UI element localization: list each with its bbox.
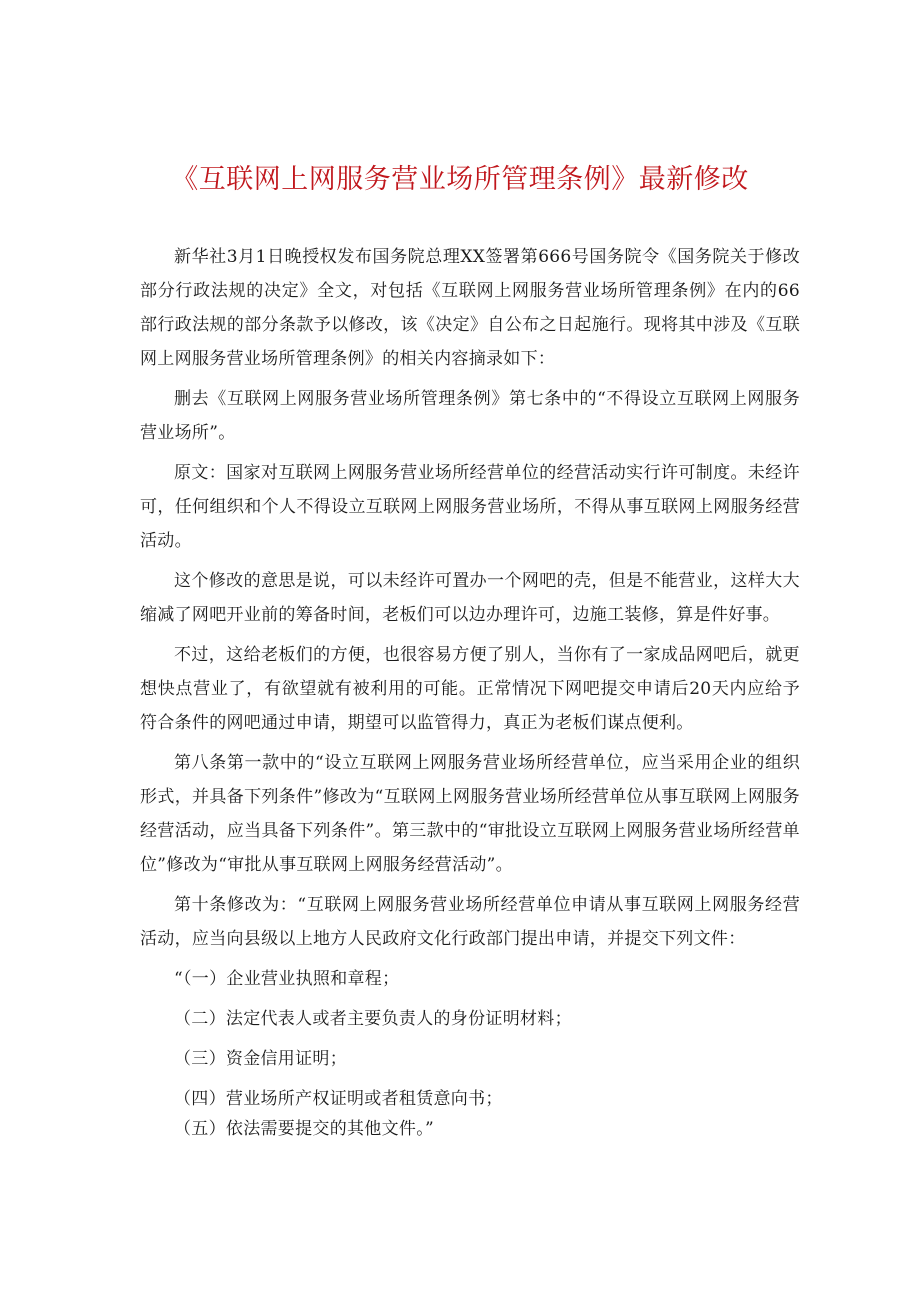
paragraph: 不过，这给老板们的方便，也很容易方便了别人，当你有了一家成品网吧后，就更想快点营业了，有欲望就有被利用的可能。正常情况下网吧提交申请后20天内应给予符合条件的网吧通过申请，期望可以监管得力，真正为老板们谋点便利。 — [140, 645, 800, 733]
list-item: （二）法定代表人或者主要负责人的身份证明材料； — [174, 1009, 572, 1029]
paragraph: 第八条第一款中的“设立互联网上网服务营业场所经营单位，应当采用企业的组织形式，并具备下列条件”修改为“互联网上网服务营业场所经营单位从事互联网上网服务经营活动，应当具备下列条件”。第三款中的“审批设立互联网上网服务营业场所经营单位”修改为“审批从事互联网上网服务经营活动”。 — [140, 753, 800, 875]
list-item: （四）营业场所产权证明或者租赁意向书； — [174, 1089, 503, 1109]
paragraph: 删去《互联网上网服务营业场所管理条例》第七条中的“不得设立互联网上网服务营业场所”。 — [140, 389, 800, 443]
paragraph: 第十条修改为：“互联网上网服务营业场所经营单位申请从事互联网上网服务经营活动，应当向县级以上地方人民政府文化行政部门提出申请，并提交下列文件： — [140, 895, 800, 949]
list-item: （三）资金信用证明； — [174, 1049, 347, 1069]
document-body — [140, 240, 800, 1152]
paragraph: 新华社3月1日晚授权发布国务院总理XX签署第666号国务院令《国务院关于修改部分行政法规的决定》全文，对包括《互联网上网服务营业场所管理条例》在内的66部行政法规的部分条款予以修改，该《决定》自公布之日起施行。现将其中涉及《互联网上网服务营业场所管理条例》的相关内容摘录如下： — [140, 247, 800, 369]
list-item: （五）依法需要提交的其他文件。” — [174, 1119, 434, 1139]
list-item: “（一）企业营业执照和章程； — [174, 969, 400, 989]
paragraph: 原文：国家对互联网上网服务营业场所经营单位的经营活动实行许可制度。未经许可，任何组织和个人不得设立互联网上网服务营业场所，不得从事互联网上网服务经营活动。 — [140, 463, 800, 551]
paragraph: 这个修改的意思是说，可以未经许可置办一个网吧的壳，但是不能营业，这样大大缩减了网吧开业前的筹备时间，老板们可以边办理许可，边施工装修，算是件好事。 — [140, 571, 800, 625]
document-title: 《互联网上网服务营业场所管理条例》最新修改 — [171, 164, 749, 195]
